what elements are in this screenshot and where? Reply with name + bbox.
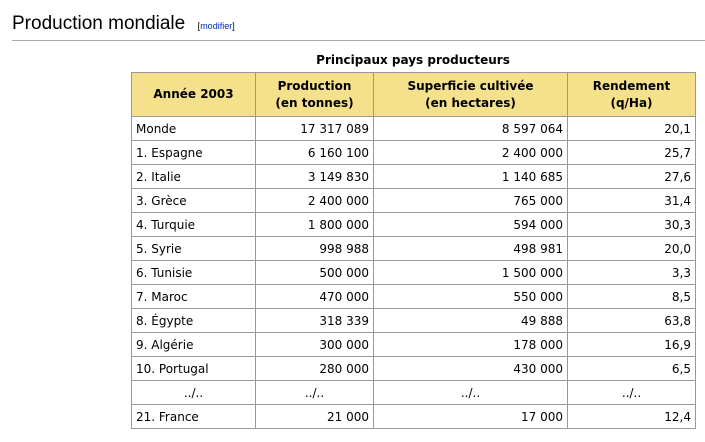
table-row	[132, 261, 696, 285]
cell-area: 1 500 000	[374, 261, 568, 285]
cell-yield: 63,8	[568, 309, 696, 333]
header-production-label: Production	[277, 78, 352, 93]
table-caption: Principaux pays producteurs	[316, 53, 510, 67]
cell-area: ../..	[374, 381, 568, 405]
cell-country: 7. Maroc	[132, 285, 256, 309]
header-area-label: Superficie cultivée	[407, 78, 534, 93]
cell-yield: 16,9	[568, 333, 696, 357]
cell-yield: 6,5	[568, 357, 696, 381]
section-heading	[12, 13, 705, 35]
cell-production: ../..	[256, 381, 374, 405]
cell-country: 1. Espagne	[132, 141, 256, 165]
heading-divider	[12, 40, 705, 41]
header-production	[256, 73, 374, 117]
header-area-unit: (en hectares)	[425, 95, 516, 110]
table-row	[132, 309, 696, 333]
cell-country: 9. Algérie	[132, 333, 256, 357]
cell-production: 17 317 089	[256, 117, 374, 141]
cell-yield: 30,3	[568, 213, 696, 237]
production-table	[131, 72, 696, 429]
cell-production: 21 000	[256, 405, 374, 429]
table-row	[132, 285, 696, 309]
cell-area: 49 888	[374, 309, 568, 333]
cell-yield: 8,5	[568, 285, 696, 309]
table-row	[132, 405, 696, 429]
cell-yield: 12,4	[568, 405, 696, 429]
cell-country: 2. Italie	[132, 165, 256, 189]
cell-country: 5. Syrie	[132, 237, 256, 261]
cell-yield: ../..	[568, 381, 696, 405]
cell-country: 3. Grèce	[132, 189, 256, 213]
cell-area: 17 000	[374, 405, 568, 429]
cell-production: 1 800 000	[256, 213, 374, 237]
cell-area: 430 000	[374, 357, 568, 381]
cell-yield: 31,4	[568, 189, 696, 213]
cell-production: 318 339	[256, 309, 374, 333]
cell-country: ../..	[132, 381, 256, 405]
cell-production: 998 988	[256, 237, 374, 261]
table-row	[132, 117, 696, 141]
cell-country: 21. France	[132, 405, 256, 429]
table-row	[132, 213, 696, 237]
cell-yield: 3,3	[568, 261, 696, 285]
table-row	[132, 237, 696, 261]
cell-area: 178 000	[374, 333, 568, 357]
cell-area: 1 140 685	[374, 165, 568, 189]
cell-yield: 20,0	[568, 237, 696, 261]
cell-area: 498 981	[374, 237, 568, 261]
edit-link[interactable]: modifier	[200, 21, 233, 31]
cell-area: 765 000	[374, 189, 568, 213]
cell-country: 10. Portugal	[132, 357, 256, 381]
cell-country: 8. Égypte	[132, 309, 256, 333]
cell-yield: 25,7	[568, 141, 696, 165]
cell-yield: 27,6	[568, 165, 696, 189]
cell-yield: 20,1	[568, 117, 696, 141]
table-header-row	[132, 73, 696, 117]
table-row	[132, 357, 696, 381]
edit-bracket-close: ]	[232, 21, 235, 31]
table-row	[132, 333, 696, 357]
cell-country: 6. Tunisie	[132, 261, 256, 285]
cell-area: 550 000	[374, 285, 568, 309]
header-yield-unit: (q/Ha)	[610, 95, 653, 110]
cell-production: 3 149 830	[256, 165, 374, 189]
cell-production: 6 160 100	[256, 141, 374, 165]
cell-production: 300 000	[256, 333, 374, 357]
table-row	[132, 189, 696, 213]
edit-section	[198, 21, 235, 31]
cell-country: 4. Turquie	[132, 213, 256, 237]
header-yield	[568, 73, 696, 117]
page-title: Production mondiale	[12, 13, 186, 34]
header-year-label: Année 2003	[153, 87, 234, 101]
cell-country: Monde	[132, 117, 256, 141]
header-year	[132, 73, 256, 117]
cell-area: 594 000	[374, 213, 568, 237]
cell-production: 2 400 000	[256, 189, 374, 213]
table-row	[132, 165, 696, 189]
cell-production: 500 000	[256, 261, 374, 285]
cell-area: 8 597 064	[374, 117, 568, 141]
header-yield-label: Rendement	[592, 78, 671, 93]
cell-area: 2 400 000	[374, 141, 568, 165]
table-row-ellipsis	[132, 381, 696, 405]
header-area	[374, 73, 568, 117]
cell-production: 470 000	[256, 285, 374, 309]
header-production-unit: (en tonnes)	[275, 95, 354, 110]
edit-bracket-open: [	[197, 21, 201, 31]
cell-production: 280 000	[256, 357, 374, 381]
table-row	[132, 141, 696, 165]
